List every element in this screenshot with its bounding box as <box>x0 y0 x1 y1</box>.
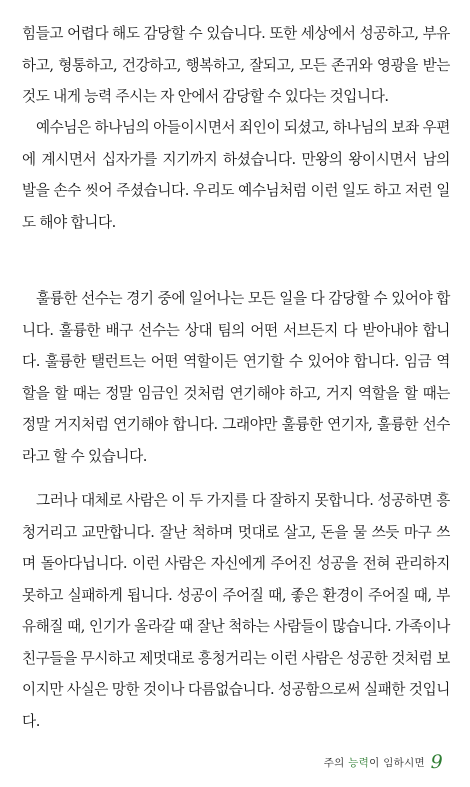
paragraph-2 <box>22 112 450 238</box>
paragraph-3-text: 훌륭한 선수는 경기 중에 일어나는 모든 일을 다 감당할 수 있어야 합니다. 훌륭한 배구 선수는 상대 팀의 어떤 서브든지 다 받아내야 합니다. 훌륭한 탤런트는 어떤 역할이든 연기할 수 있어야 합니다. 임금 역할을 할 때는 정말 임금인 것처럼 연기해야 하고, 거지 역할을 할 때는 정말 거지처럼 연기해야 합니다. 그래야만 훌륭한 연기자, 훌륭한 선수라고 할 수 있습니다. <box>22 290 450 465</box>
paragraph-3 <box>22 283 450 472</box>
footer-title-part2: 이 임하시면 <box>369 757 425 769</box>
page-number: 9 <box>430 751 443 773</box>
paragraph-1 <box>22 18 450 113</box>
paragraph-2-text: 예수님은 하나님의 아들이시면서 죄인이 되셨고, 하나님의 보좌 우편에 계시면서 십자가를 지기까지 하셨습니다. 만왕의 왕이시면서 남의 발을 손수 씻어 주셨습니다. 우리도 예수님처럼 이런 일도 하고 저런 일도 해야 합니다. <box>22 119 450 231</box>
running-footer <box>324 752 443 773</box>
footer-title-part1: 주의 <box>323 757 349 769</box>
footer-title-accent: 능력 <box>348 757 370 769</box>
paragraph-4 <box>22 485 450 737</box>
paragraph-4-text: 그러나 대체로 사람은 이 두 가지를 다 잘하지 못합니다. 성공하면 흥청거리고 교만합니다. 잘난 척하며 멋대로 살고, 돈을 물 쓰듯 마구 쓰며 돌아다닙니다. 이런 사람은 자신에게 주어진 성공을 전혀 관리하지 못하고 실패하게 됩니다. 성공이 주어질 때, 좋은 환경이 주어질 때, 부유해질 때, 인기가 올라갈 때 잘난 척하는 사람들이 많습니다. 가족이나 친구들을 무시하고 제멋대로 흥청거리는 이런 사람은 성공한 것처럼 보이지만 사실은 망한 것이나 다름없습니다. 성공함으로써 실패한 것입니다. <box>22 492 450 730</box>
paragraph-1-text: 힘들고 어렵다 해도 감당할 수 있습니다. 또한 세상에서 성공하고, 부유하고, 형통하고, 건강하고, 행복하고, 잘되고, 모든 존귀와 영광을 받는 것도 내게 능력 주시는 자 안에서 감당할 수 있다는 것입니다. <box>22 25 450 105</box>
